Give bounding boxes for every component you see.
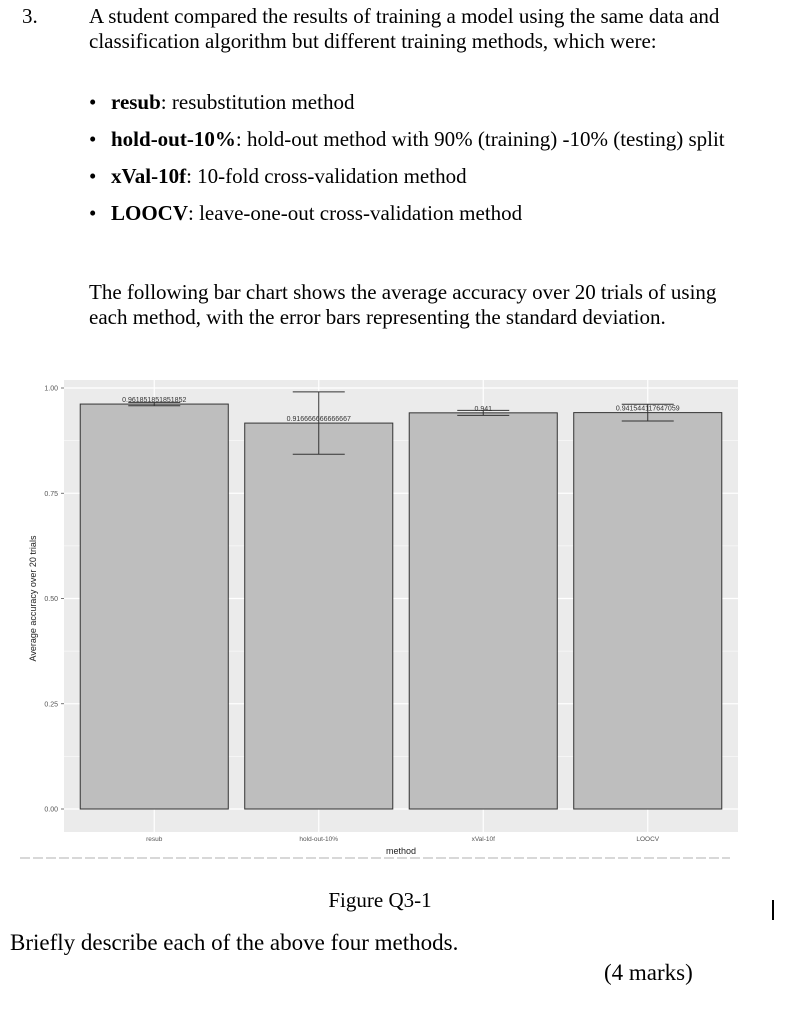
x-tick-label: hold-out-10% <box>299 836 339 843</box>
list-item <box>89 127 769 152</box>
y-tick-label: 1.00 <box>44 385 58 393</box>
bar <box>80 404 228 809</box>
y-tick-label: 0.75 <box>44 490 58 498</box>
x-tick-label: resub <box>146 836 163 843</box>
data-label: 0.916666666666667 <box>286 416 351 424</box>
bullet-icon: • <box>89 164 97 188</box>
method-description: : resubstitution method <box>160 90 355 114</box>
y-axis-title: Average accuracy over 20 trials <box>28 535 38 662</box>
question-number: 3. <box>22 4 38 28</box>
method-name: hold-out-10% <box>111 127 236 151</box>
y-tick-label: 0.00 <box>44 806 58 814</box>
bar <box>245 423 393 809</box>
x-axis-title: method <box>385 846 417 856</box>
data-label: 0.941544117647059 <box>615 405 680 413</box>
bullet-icon: • <box>89 127 97 151</box>
methods-list <box>89 90 769 238</box>
marks-label: (4 marks) <box>604 960 693 985</box>
method-description: : hold-out method with 90% (training) -10% (testing) split <box>235 127 725 151</box>
list-item <box>89 164 769 189</box>
text-cursor <box>772 900 774 920</box>
method-name: xVal-10f <box>111 164 187 188</box>
y-tick-label: 0.50 <box>44 596 58 603</box>
method-description: : leave-one-out cross-validation method <box>188 201 523 225</box>
x-tick-label: LOOCV <box>636 836 660 843</box>
bullet-icon: • <box>89 90 97 114</box>
bullet-icon: • <box>89 201 97 225</box>
question-intro: A student compared the results of training a model using the same data and classification algorithm but different training methods, which were: <box>89 4 720 53</box>
figure-caption: Figure Q3-1 <box>328 888 432 912</box>
x-tick-label: xVal-10f <box>471 836 495 843</box>
list-item <box>89 90 769 115</box>
bar-chart <box>0 370 770 870</box>
task-prompt: Briefly describe each of the above four methods. <box>10 930 459 955</box>
method-description: : 10-fold cross-validation method <box>186 164 467 188</box>
data-label: 0.941 <box>474 405 493 413</box>
y-tick-label: 0.25 <box>44 701 58 709</box>
chart-introduction: The following bar chart shows the average accuracy over 20 trials of using each method, with the error bars representing the standard deviation. <box>89 280 717 329</box>
list-item <box>89 201 769 226</box>
bar <box>409 413 557 809</box>
bar <box>574 413 722 809</box>
data-label: 0.961851851851852 <box>122 397 187 405</box>
method-name: LOOCV <box>111 201 189 225</box>
method-name: resub <box>111 90 161 114</box>
